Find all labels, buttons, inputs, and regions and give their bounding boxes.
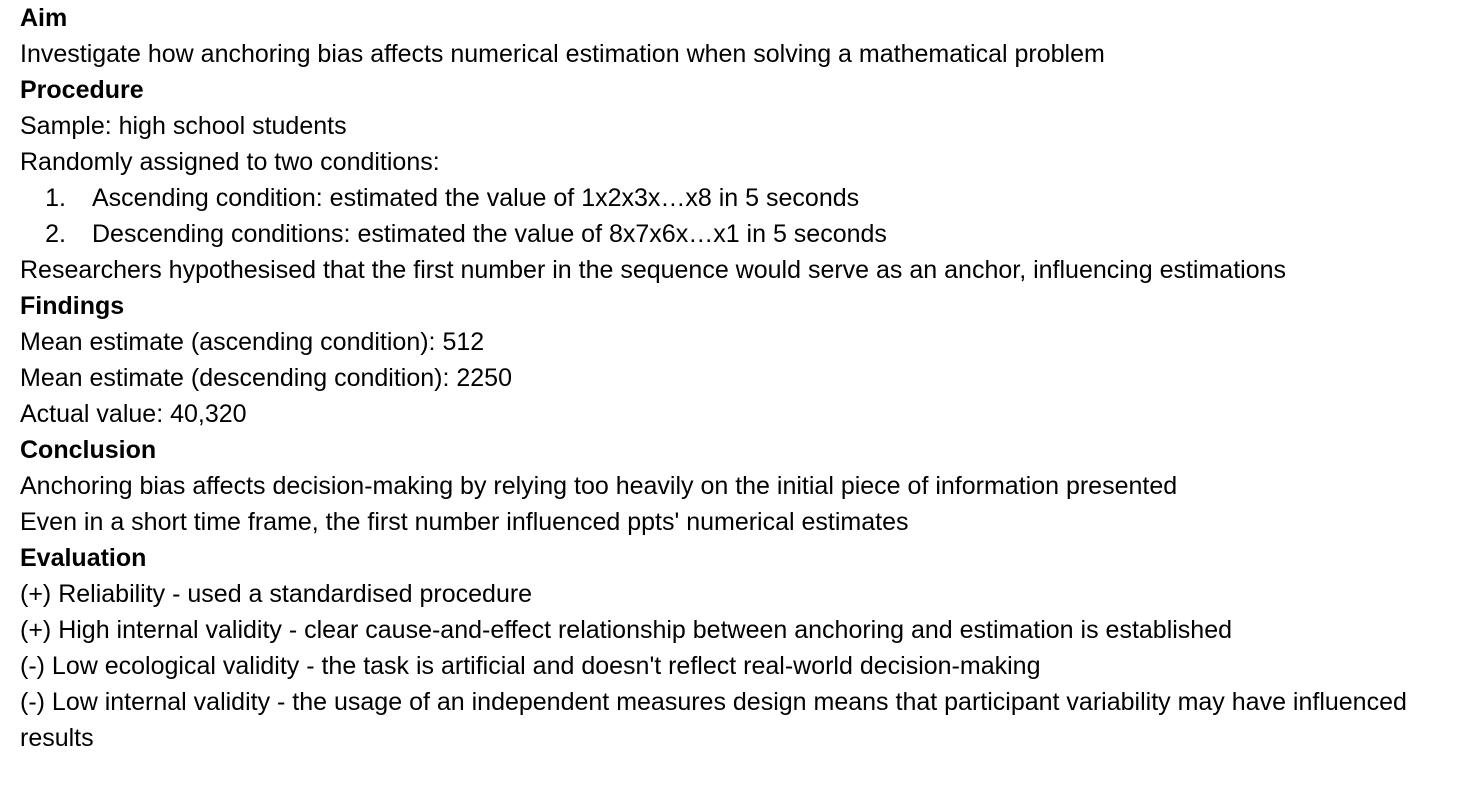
list-item-text: Descending conditions: estimated the value of 8x7x6x…x1 in 5 seconds [92, 220, 887, 248]
findings-line: Mean estimate (ascending condition): 512 [20, 328, 485, 356]
conclusion-heading: Conclusion [20, 436, 157, 464]
evaluation-point: (-) Low internal validity - the usage of an independent measures design means that participant variability may have influenced results [20, 688, 1407, 752]
evaluation-point: (-) Low ecological validity - the task is artificial and doesn't reflect real-world decision-making [20, 652, 1041, 680]
findings-line: Actual value: 40,320 [20, 400, 247, 428]
conditions-list [20, 180, 1470, 252]
list-item-text: Ascending condition: estimated the value of 1x2x3x…x8 in 5 seconds [92, 184, 860, 212]
aim-text: Investigate how anchoring bias affects numerical estimation when solving a mathematical problem [20, 40, 1105, 68]
list-item-number: 1. [45, 184, 66, 212]
procedure-assignment: Randomly assigned to two conditions: [20, 148, 440, 176]
list-item-number: 2. [45, 220, 66, 248]
procedure-hypothesis: Researchers hypothesised that the first number in the sequence would serve as an anchor, influencing estimations [20, 256, 1287, 284]
document-body [20, 0, 1470, 756]
list-item [20, 180, 1470, 216]
findings-line: Mean estimate (descending condition): 2250 [20, 364, 512, 392]
evaluation-point: (+) Reliability - used a standardised procedure [20, 580, 533, 608]
procedure-heading: Procedure [20, 76, 144, 104]
procedure-sample: Sample: high school students [20, 112, 347, 140]
evaluation-point: (+) High internal validity - clear cause-and-effect relationship between anchoring and estimation is established [20, 616, 1233, 644]
aim-heading: Aim [20, 4, 68, 32]
evaluation-heading: Evaluation [20, 544, 147, 572]
list-item [20, 216, 1470, 252]
conclusion-line: Even in a short time frame, the first number influenced ppts' numerical estimates [20, 508, 909, 536]
conclusion-line: Anchoring bias affects decision-making by relying too heavily on the initial piece of information presented [20, 472, 1178, 500]
findings-heading: Findings [20, 292, 125, 320]
